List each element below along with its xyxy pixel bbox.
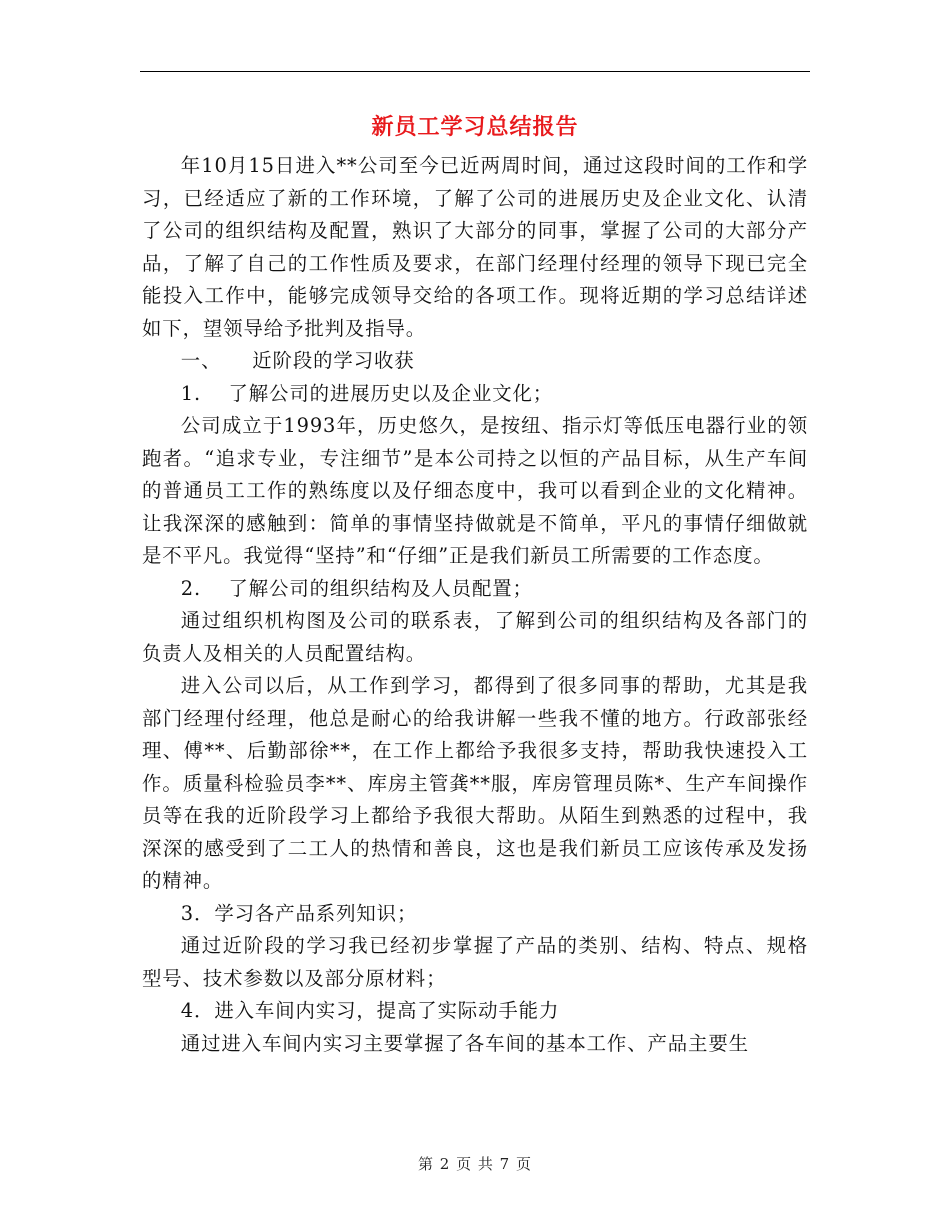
paragraph-org-chart: 通过组织机构图及公司的联系表，了解到公司的组织结构及各部门的负责人及相关的人员配置结构。 [142,609,808,665]
item-heading-1: 1. 了解公司的进展历史以及企业文化； [180,381,554,405]
paragraph-workshop: 通过进入车间内实习主要掌握了各车间的基本工作、产品主要生 [180,1031,749,1055]
header-rule [140,71,810,72]
paragraph-colleagues: 进入公司以后，从工作到学习，都得到了很多同事的帮助，尤其是我部门经理付经理，他总是耐心的给我讲解一些我不懂的地方。行政部张经理、傅**、后勤部徐**，在工作上都给予我很多支持，帮助我快速投入工作。质量科检验员李**、库房主管龚**服，库房管理员陈*、生产车间操作员等在我的近阶段学习上都给予我很大帮助。从陌生到熟悉的过程中，我深深的感受到了二工人的热情和善良，这也是我们新员工应该传承及发扬的精神。 [142,674,808,892]
document-body [142,150,808,1060]
item-heading-3: 3．学习各产品系列知识； [180,901,418,925]
item-heading-4: 4．进入车间内实习，提高了实际动手能力 [180,999,560,1022]
item-heading-2: 2. 了解公司的组织结构及人员配置； [180,576,533,600]
page-number: 第 2 页 共 7 页 [418,1155,532,1173]
paragraph-company-history: 公司成立于1993年，历史悠久，是按纽、指示灯等低压电器行业的领跑者。“追求专业，专注细节”是本公司持之以恒的产品目标，从生产车间的普通员工工作的熟练度以及仔细态度中，我可以看到企业的文化精神。让我深深的感触到：简单的事情坚持做就是不简单，平凡的事情仔细做就是不平凡。我觉得“坚持”和“仔细”正是我们新员工所需要的工作态度。 [142,414,808,567]
section-heading-1: 一、 近阶段的学习收获 [180,349,415,372]
paragraph-intro: 年10月15日进入**公司至今已近两周时间，通过这段时间的工作和学习，已经适应了新的工作环境，了解了公司的进展历史及企业文化、认清了公司的组织结构及配置，熟识了大部分的同事，掌握了公司的大部分产品，了解了自己的工作性质及要求，在部门经理付经理的领导下现已完全能投入工作中，能够完成领导交给的各项工作。现将近期的学习总结详述如下，望领导给予批判及指导。 [142,154,808,340]
document-title: 新员工学习总结报告 [371,114,579,140]
paragraph-products: 通过近阶段的学习我已经初步掌握了产品的类别、结构、特点、规格型号、技术参数以及部分原材料； [142,934,808,990]
